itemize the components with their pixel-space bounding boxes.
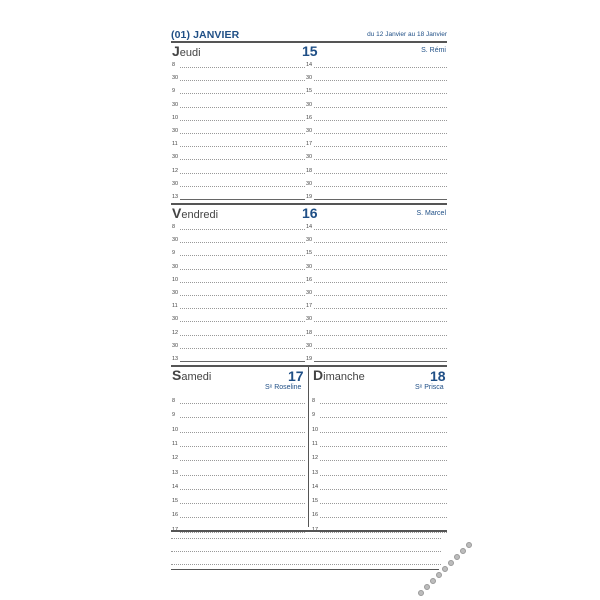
- hour-row[interactable]: [171, 57, 305, 69]
- hour-label: 10: [172, 426, 179, 433]
- hour-label: 30: [172, 180, 179, 187]
- hour-row[interactable]: [305, 285, 447, 297]
- writing-line: [314, 80, 447, 81]
- writing-line: [180, 446, 305, 447]
- hour-label: 19: [306, 356, 313, 362]
- hour-label: 30: [306, 342, 313, 349]
- hour-row[interactable]: [171, 450, 305, 462]
- writing-line: [314, 269, 447, 270]
- hour-label: 17: [306, 141, 313, 148]
- weekend-bottom-rule: [171, 530, 447, 532]
- hour-row[interactable]: [311, 507, 447, 519]
- hour-label: 14: [306, 62, 313, 68]
- writing-line: [320, 460, 447, 461]
- writing-line: [314, 335, 447, 336]
- hour-label: 30: [172, 128, 179, 134]
- hour-row[interactable]: [171, 163, 305, 175]
- hour-label: 8: [172, 398, 176, 404]
- hour-row[interactable]: [171, 493, 305, 505]
- hour-row[interactable]: [311, 465, 447, 477]
- hour-label: 11: [172, 440, 178, 447]
- writing-line: [180, 93, 305, 94]
- spiral-ring: [448, 560, 454, 566]
- hour-row[interactable]: [305, 272, 447, 284]
- hour-label: 12: [312, 455, 319, 462]
- hour-label: 18: [306, 167, 313, 174]
- hour-row[interactable]: [171, 422, 305, 434]
- hour-label: 9: [172, 412, 176, 419]
- hour-label: 19: [306, 194, 313, 200]
- hour-row[interactable]: [305, 149, 447, 161]
- hour-label: 30: [306, 75, 313, 82]
- hour-label: 30: [306, 263, 313, 270]
- writing-line: [320, 489, 447, 490]
- writing-line: [180, 67, 305, 68]
- hour-label: 15: [306, 88, 313, 95]
- saint-samedi: Sᵉ Roseline: [265, 384, 302, 391]
- hour-label: 8: [312, 398, 316, 404]
- hour-row[interactable]: [171, 436, 305, 448]
- writing-line: [180, 255, 305, 256]
- writing-line: [314, 186, 447, 187]
- hour-row[interactable]: [171, 189, 305, 201]
- writing-line: [314, 133, 447, 134]
- spiral-ring: [466, 542, 472, 548]
- hour-row[interactable]: [311, 493, 447, 505]
- writing-line: [180, 186, 305, 187]
- hour-row[interactable]: [305, 311, 447, 323]
- hour-row[interactable]: [171, 70, 305, 82]
- hour-row[interactable]: [171, 245, 305, 257]
- writing-line: [180, 159, 305, 160]
- writing-line: [180, 242, 305, 243]
- writing-line: [320, 417, 447, 418]
- hour-label: 12: [172, 329, 179, 336]
- hour-row[interactable]: [171, 522, 305, 534]
- hour-row[interactable]: [305, 259, 447, 271]
- hour-row[interactable]: [305, 97, 447, 109]
- writing-line: [320, 403, 447, 404]
- hour-row[interactable]: [171, 311, 305, 323]
- hour-label: 15: [306, 250, 313, 257]
- writing-line: [180, 199, 305, 200]
- day-name-dimanche: Dimanche: [313, 367, 365, 383]
- hour-row[interactable]: [171, 97, 305, 109]
- writing-line: [180, 107, 305, 108]
- hour-row[interactable]: [305, 136, 447, 148]
- hour-label: 30: [306, 180, 313, 187]
- hour-label: 13: [172, 194, 179, 200]
- hour-label: 10: [172, 276, 179, 283]
- hour-label: 30: [306, 316, 313, 323]
- writing-line: [314, 308, 447, 309]
- writing-line: [180, 489, 305, 490]
- day-name-vendredi: Vendredi: [172, 205, 219, 221]
- hour-row[interactable]: [171, 110, 305, 122]
- note-line: [171, 564, 441, 565]
- hour-label: 15: [312, 498, 319, 505]
- hour-label: 30: [172, 263, 179, 270]
- hour-label: 30: [172, 154, 179, 161]
- writing-line: [320, 475, 447, 476]
- day-name-samedi: Samedi: [172, 367, 212, 383]
- hour-row[interactable]: [305, 70, 447, 82]
- writing-line: [180, 532, 305, 533]
- hour-row[interactable]: [171, 325, 305, 337]
- writing-line: [314, 146, 447, 147]
- writing-line: [180, 173, 305, 174]
- hour-row[interactable]: [171, 219, 305, 231]
- hour-label: 8: [172, 224, 176, 230]
- hour-row[interactable]: [311, 393, 447, 405]
- hour-row[interactable]: [311, 522, 447, 534]
- hour-label: 12: [172, 455, 179, 462]
- hour-label: 30: [306, 237, 313, 244]
- hour-row[interactable]: [305, 163, 447, 175]
- hour-row[interactable]: [171, 259, 305, 271]
- hour-row[interactable]: [305, 351, 447, 363]
- hour-row[interactable]: [305, 123, 447, 135]
- hour-label: 30: [306, 128, 313, 134]
- hour-row[interactable]: [171, 338, 305, 350]
- hour-row[interactable]: [305, 57, 447, 69]
- writing-line: [180, 120, 305, 121]
- writing-line: [180, 460, 305, 461]
- hour-row[interactable]: [305, 110, 447, 122]
- writing-line: [320, 446, 447, 447]
- writing-line: [320, 517, 447, 518]
- hour-label: 15: [172, 498, 179, 505]
- hour-label: 30: [172, 237, 179, 244]
- hour-row[interactable]: [311, 436, 447, 448]
- writing-line: [314, 159, 447, 160]
- hour-label: 16: [172, 512, 179, 519]
- spiral-ring: [430, 578, 436, 584]
- writing-line: [180, 229, 305, 230]
- writing-line: [180, 308, 305, 309]
- hour-row[interactable]: [171, 298, 305, 310]
- day-number-jeudi: 15: [302, 43, 318, 59]
- hour-label: 9: [312, 412, 316, 419]
- day-name-jeudi: Jeudi: [172, 43, 201, 59]
- hour-row[interactable]: [171, 407, 305, 419]
- hour-row[interactable]: [171, 83, 305, 95]
- writing-line: [180, 321, 305, 322]
- writing-line: [180, 503, 305, 504]
- spiral-ring: [418, 590, 424, 596]
- saint-dimanche: Sᵉ Prisca: [415, 384, 444, 391]
- hour-label: 14: [312, 483, 319, 490]
- writing-line: [180, 417, 305, 418]
- hour-row[interactable]: [311, 422, 447, 434]
- writing-line: [180, 295, 305, 296]
- hour-label: 30: [172, 316, 179, 323]
- writing-line: [314, 173, 447, 174]
- hour-label: 10: [172, 114, 179, 121]
- hour-label: 14: [306, 224, 313, 230]
- hour-label: 30: [172, 101, 179, 108]
- writing-line: [320, 503, 447, 504]
- note-line: [171, 551, 441, 552]
- hour-row[interactable]: [171, 507, 305, 519]
- hour-label: 10: [312, 426, 319, 433]
- hour-row[interactable]: [171, 272, 305, 284]
- hour-label: 12: [172, 167, 179, 174]
- hour-row[interactable]: [311, 450, 447, 462]
- hour-label: 11: [172, 141, 178, 148]
- month-title: (01) JANVIER: [171, 29, 240, 41]
- hour-row[interactable]: [305, 176, 447, 188]
- writing-line: [180, 517, 305, 518]
- writing-line: [180, 403, 305, 404]
- hour-row[interactable]: [305, 83, 447, 95]
- writing-line: [180, 146, 305, 147]
- writing-line: [180, 348, 305, 349]
- writing-line: [180, 269, 305, 270]
- spiral-ring: [424, 584, 430, 590]
- agenda-page: [171, 27, 447, 573]
- writing-line: [180, 361, 305, 362]
- hour-label: 9: [172, 88, 176, 95]
- note-line: [171, 538, 441, 539]
- writing-line: [314, 229, 447, 230]
- hour-row[interactable]: [171, 479, 305, 491]
- hour-label: 17: [306, 303, 313, 310]
- hour-row[interactable]: [171, 136, 305, 148]
- hour-label: 9: [172, 250, 176, 257]
- spiral-ring: [442, 566, 448, 572]
- hour-row[interactable]: [171, 393, 305, 405]
- weekend-divider: [308, 367, 309, 527]
- hour-row[interactable]: [305, 298, 447, 310]
- spiral-ring: [436, 572, 442, 578]
- hour-row[interactable]: [171, 149, 305, 161]
- writing-line: [314, 255, 447, 256]
- hour-label: 30: [172, 75, 179, 82]
- hour-row[interactable]: [305, 219, 447, 231]
- hour-label: 30: [172, 342, 179, 349]
- day-block-jeudi: [171, 43, 447, 203]
- writing-line: [314, 93, 447, 94]
- weekend-block: [171, 367, 447, 531]
- writing-line: [180, 475, 305, 476]
- hour-label: 13: [312, 469, 319, 476]
- day-number-samedi: 17: [288, 368, 304, 384]
- hour-label: 16: [306, 114, 313, 121]
- hour-label: 30: [306, 101, 313, 108]
- hour-label: 11: [172, 303, 178, 310]
- writing-line: [180, 80, 305, 81]
- saint-jeudi: S. Rémi: [421, 47, 446, 54]
- hour-row[interactable]: [171, 232, 305, 244]
- hour-row[interactable]: [305, 338, 447, 350]
- hour-label: 16: [312, 512, 319, 519]
- writing-line: [180, 432, 305, 433]
- hour-row[interactable]: [171, 351, 305, 363]
- spiral-ring: [460, 548, 466, 554]
- writing-line: [180, 282, 305, 283]
- hour-label: 13: [172, 469, 179, 476]
- day-number-vendredi: 16: [302, 205, 318, 221]
- spiral-ring: [454, 554, 460, 560]
- hour-label: 11: [312, 440, 318, 447]
- hour-label: 13: [172, 356, 179, 362]
- hour-label: 30: [306, 290, 313, 296]
- day-block-vendredi: [171, 205, 447, 365]
- writing-line: [180, 133, 305, 134]
- writing-line: [320, 432, 447, 433]
- week-range: du 12 Janvier au 18 Janvier: [367, 31, 447, 38]
- hour-row[interactable]: [171, 465, 305, 477]
- writing-line: [314, 199, 447, 200]
- saint-vendredi: S. Marcel: [416, 210, 446, 217]
- hour-label: 14: [172, 483, 179, 490]
- page-bottom-rule: [171, 569, 439, 570]
- hour-row[interactable]: [311, 479, 447, 491]
- hour-row[interactable]: [311, 407, 447, 419]
- hour-label: 8: [172, 62, 176, 68]
- hour-label: 16: [306, 276, 313, 283]
- hour-row[interactable]: [171, 285, 305, 297]
- writing-line: [314, 295, 447, 296]
- writing-line: [320, 532, 447, 533]
- hour-row[interactable]: [305, 189, 447, 201]
- writing-line: [314, 348, 447, 349]
- hour-label: 18: [306, 329, 313, 336]
- writing-line: [314, 67, 447, 68]
- writing-line: [314, 242, 447, 243]
- writing-line: [314, 361, 447, 362]
- hour-row[interactable]: [171, 123, 305, 135]
- hour-row[interactable]: [305, 232, 447, 244]
- writing-line: [314, 120, 447, 121]
- writing-line: [180, 335, 305, 336]
- writing-line: [314, 107, 447, 108]
- hour-row[interactable]: [171, 176, 305, 188]
- hour-row[interactable]: [305, 245, 447, 257]
- hour-row[interactable]: [305, 325, 447, 337]
- hour-label: 30: [306, 154, 313, 161]
- day-number-dimanche: 18: [430, 368, 446, 384]
- writing-line: [314, 321, 447, 322]
- writing-line: [314, 282, 447, 283]
- hour-label: 30: [172, 290, 179, 296]
